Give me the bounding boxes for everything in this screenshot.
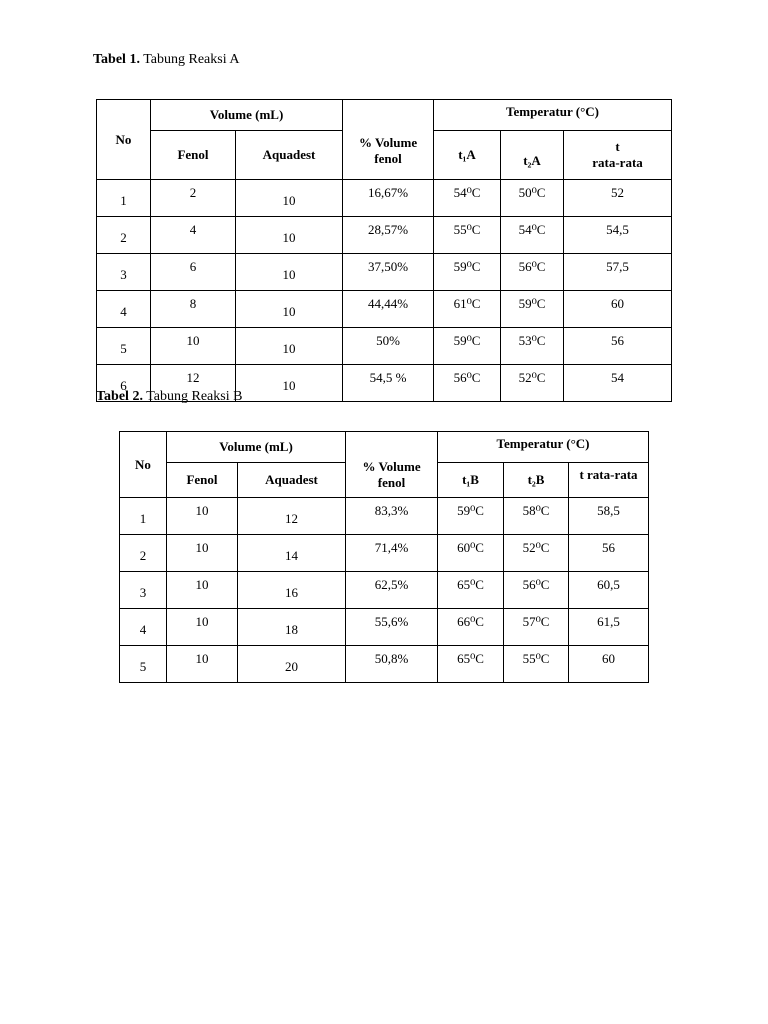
table-a-header-t1: t₁A [434,131,501,180]
table-b-row [120,498,649,535]
table-b-header-pct-line2: fenol [377,474,406,490]
table-a-cell-aquadest: 10 [236,254,343,291]
table-b-header-fenol: Fenol [167,463,238,498]
table-a-caption [93,52,239,68]
table-b-cell-pct: 83,3% [346,498,438,535]
table-b-row [120,609,649,646]
table-a [96,99,672,402]
table-a-cell-aquadest: 10 [236,365,343,402]
table-a-cell-aquadest: 10 [236,217,343,254]
table-a-cell-trata: 56 [564,328,672,365]
table-a-header-pct-line2: fenol [374,150,402,166]
table-b-cell-no: 4 [120,609,167,646]
table-a-cell-t2: 50⁰C [501,180,564,217]
table-a-cell-pct: 16,67% [343,180,434,217]
table-a-cell-no: 6 [97,365,151,402]
table-b-row [120,646,649,683]
table-b-header-pct-line1: % Volume [362,458,421,474]
table-a-cell-t2: 52⁰C [501,365,564,402]
table-b-cell-t2: 55⁰C [504,646,569,683]
table-a-cell-t1: 61⁰C [434,291,501,328]
table-b-header-pct [346,432,438,498]
table-a-caption-label: Tabel 1. [93,52,140,67]
table-b-cell-fenol: 10 [167,498,238,535]
table-a-header-pct [343,100,434,180]
table-a-cell-pct: 44,44% [343,291,434,328]
table-a-header-volume: Volume (mL) [151,100,343,131]
table-b-header-volume: Volume (mL) [167,432,346,463]
table-b-cell-aquadest: 18 [238,609,346,646]
table-a-cell-no: 1 [97,180,151,217]
table-a-cell-aquadest: 10 [236,180,343,217]
table-b-cell-no: 1 [120,498,167,535]
table-a-cell-t2: 59⁰C [501,291,564,328]
table-a-header-no: No [97,100,151,180]
table-b-header-no: No [120,432,167,498]
table-a-cell-t2: 56⁰C [501,254,564,291]
table-b-cell-t2: 58⁰C [504,498,569,535]
table-a-row [97,328,672,365]
table-b-cell-aquadest: 14 [238,535,346,572]
table-a-row [97,217,672,254]
table-a-row [97,254,672,291]
table-a-cell-t1: 56⁰C [434,365,501,402]
table-a-cell-fenol: 8 [151,291,236,328]
table-a-cell-trata: 57,5 [564,254,672,291]
table-a-cell-pct: 50% [343,328,434,365]
table-b-cell-trata: 56 [569,535,649,572]
table-a-cell-no: 5 [97,328,151,365]
table-a-header-trata-line2: rata-rata [592,155,643,170]
table-a-cell-t2: 54⁰C [501,217,564,254]
table-a-header-pct-line1: % Volume [358,134,418,150]
table-b-cell-t1: 65⁰C [438,646,504,683]
table-b-cell-trata: 61,5 [569,609,649,646]
table-b-cell-t2: 57⁰C [504,609,569,646]
table-a-cell-t1: 59⁰C [434,254,501,291]
table-b-cell-t2: 52⁰C [504,535,569,572]
table-a-header-t2: t₂A [501,131,564,180]
table-a-cell-fenol: 6 [151,254,236,291]
table-b-caption-label: Tabel 2. [96,389,143,404]
table-b-cell-pct: 62,5% [346,572,438,609]
table-b-cell-t1: 59⁰C [438,498,504,535]
table-b-cell-fenol: 10 [167,535,238,572]
table-a-cell-no: 3 [97,254,151,291]
table-a-cell-trata: 54 [564,365,672,402]
table-b-cell-pct: 71,4% [346,535,438,572]
table-b-cell-trata: 60,5 [569,572,649,609]
table-b-header-t2: t₂B [504,463,569,498]
table-a-header-trata-line1: t [615,139,620,154]
table-b-cell-t2: 56⁰C [504,572,569,609]
table-b-caption [96,389,242,405]
table-a-cell-pct: 37,50% [343,254,434,291]
table-b-header-trata: t rata-rata [569,463,649,498]
table-a-cell-fenol: 10 [151,328,236,365]
table-a-cell-t1: 55⁰C [434,217,501,254]
table-a-row [97,180,672,217]
table-a-cell-trata: 54,5 [564,217,672,254]
table-a-cell-aquadest: 10 [236,328,343,365]
table-b-row [120,535,649,572]
table-a-cell-fenol: 2 [151,180,236,217]
table-b-cell-fenol: 10 [167,646,238,683]
table-b-row [120,572,649,609]
table-b-cell-trata: 58,5 [569,498,649,535]
table-a-header-aquadest: Aquadest [236,131,343,180]
table-b-cell-pct: 55,6% [346,609,438,646]
table-b-header-t1: t₁B [438,463,504,498]
table-a-header-temperatur: Temperatur (°C) [434,100,672,131]
table-b-cell-fenol: 10 [167,609,238,646]
table-a-header-fenol: Fenol [151,131,236,180]
table-b-cell-no: 3 [120,572,167,609]
table-b-cell-fenol: 10 [167,572,238,609]
table-b-cell-aquadest: 12 [238,498,346,535]
table-b-cell-aquadest: 20 [238,646,346,683]
table-a-cell-pct: 54,5 % [343,365,434,402]
table-a-row [97,291,672,328]
table-b-cell-trata: 60 [569,646,649,683]
table-b [119,431,649,683]
table-a-cell-t1: 59⁰C [434,328,501,365]
table-b-header-temperatur: Temperatur (°C) [438,432,649,463]
table-b-caption-text: Tabung Reaksi B [146,389,243,404]
table-b-cell-t1: 65⁰C [438,572,504,609]
table-a-cell-trata: 52 [564,180,672,217]
table-a-cell-fenol: 4 [151,217,236,254]
table-b-cell-t1: 66⁰C [438,609,504,646]
table-b-cell-t1: 60⁰C [438,535,504,572]
table-a-cell-no: 4 [97,291,151,328]
table-b-cell-no: 2 [120,535,167,572]
table-a-cell-t1: 54⁰C [434,180,501,217]
table-a-cell-fenol: 12 [151,365,236,402]
table-b-cell-pct: 50,8% [346,646,438,683]
table-b-header-aquadest: Aquadest [238,463,346,498]
table-a-cell-t2: 53⁰C [501,328,564,365]
table-b-cell-no: 5 [120,646,167,683]
table-a-caption-text: Tabung Reaksi A [143,52,240,67]
table-a-cell-pct: 28,57% [343,217,434,254]
table-a-cell-no: 2 [97,217,151,254]
table-b-cell-aquadest: 16 [238,572,346,609]
table-a-cell-trata: 60 [564,291,672,328]
table-a-header-trata [564,131,672,180]
table-a-cell-aquadest: 10 [236,291,343,328]
